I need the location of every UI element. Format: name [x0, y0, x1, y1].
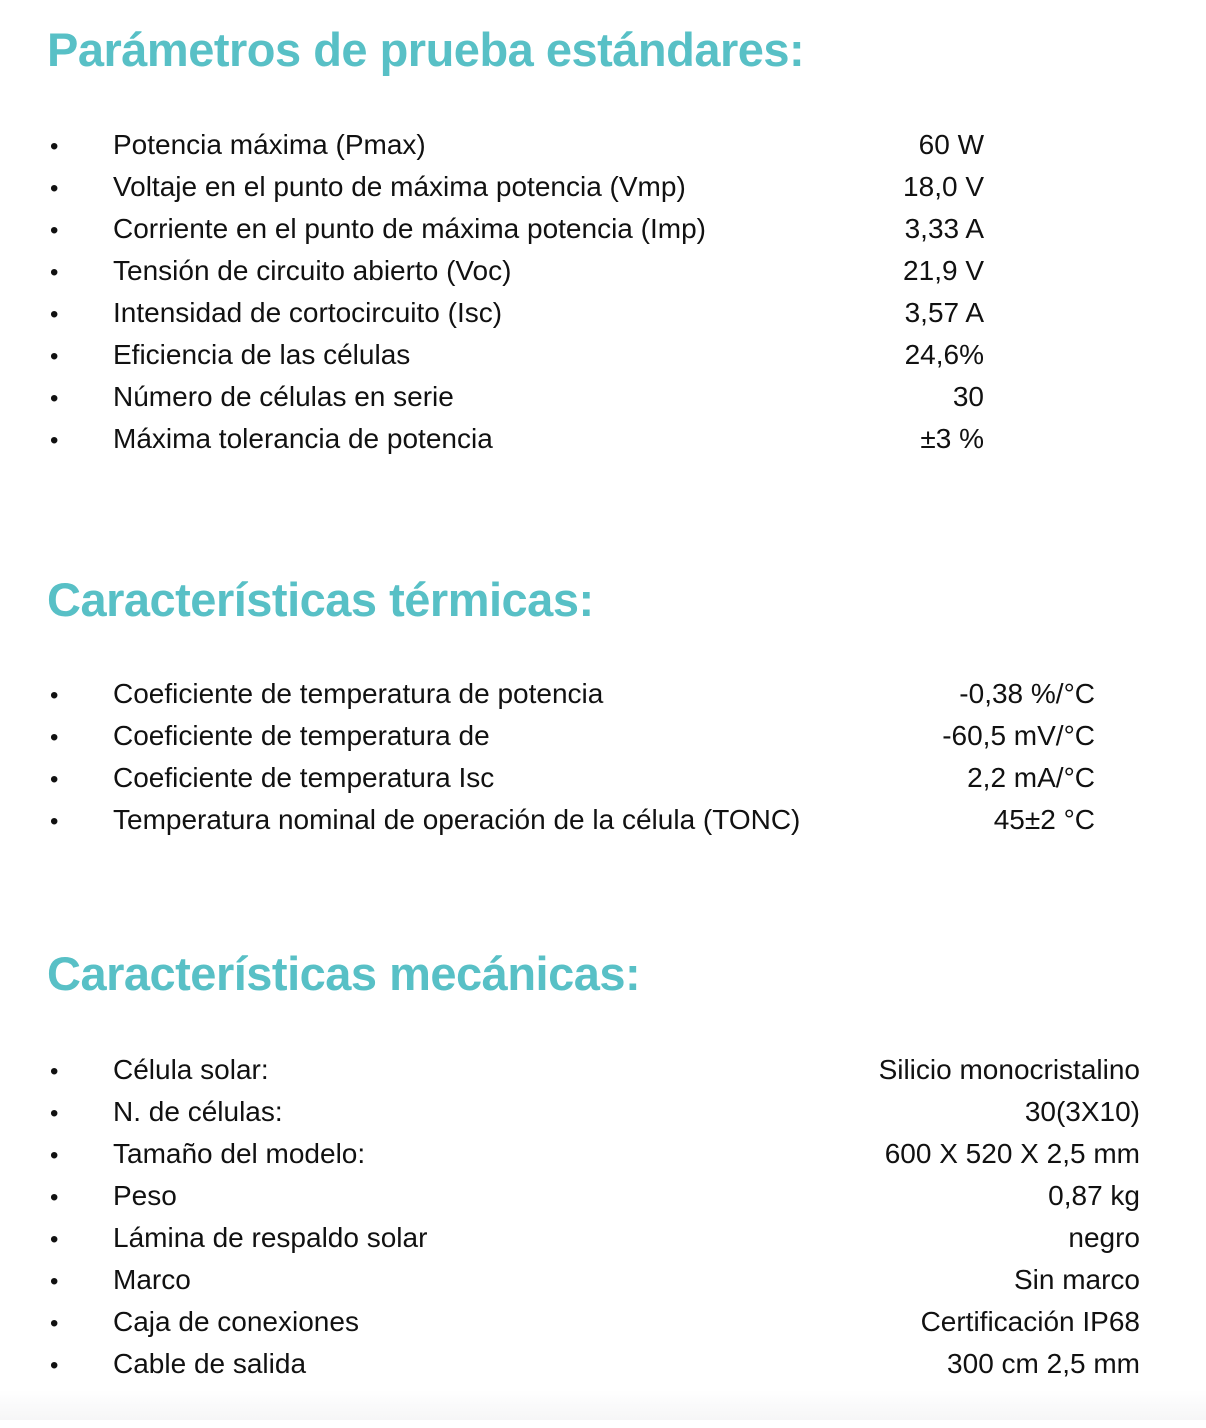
- bullet-icon: •: [50, 385, 59, 412]
- spec-label: Coeficiente de temperatura Isc: [113, 762, 495, 793]
- spec-list: [50, 674, 1095, 842]
- spec-value: 0,87 kg: [1048, 1180, 1140, 1211]
- bullet-icon: •: [50, 133, 59, 160]
- spec-row: [50, 1092, 1140, 1134]
- spec-label: Célula solar:: [113, 1054, 269, 1085]
- bullet-icon: •: [50, 1142, 59, 1169]
- bullet-icon: •: [50, 1184, 59, 1211]
- spec-row: [50, 1344, 1140, 1386]
- bullet-icon: •: [50, 301, 59, 328]
- spec-label: Marco: [113, 1264, 191, 1295]
- spec-label: Corriente en el punto de máxima potencia (Imp): [113, 213, 706, 244]
- spec-row: [50, 419, 984, 461]
- spec-row: [50, 125, 984, 167]
- spec-value: 45±2 °C: [993, 804, 1095, 835]
- spec-label: Máxima tolerancia de potencia: [113, 423, 493, 454]
- spec-row: [50, 251, 984, 293]
- spec-value: ±3 %: [920, 423, 984, 454]
- bullet-icon: •: [50, 1058, 59, 1085]
- bullet-icon: •: [50, 682, 59, 709]
- spec-row: [50, 674, 1095, 716]
- bullet-icon: •: [50, 175, 59, 202]
- bullet-icon: •: [50, 217, 59, 244]
- spec-list: [50, 1050, 1140, 1428]
- spec-row: [50, 377, 984, 419]
- spec-value: 600 X 520 X 2,5 mm: [884, 1138, 1140, 1169]
- bullet-icon: •: [50, 1226, 59, 1253]
- spec-value: 3,57 A: [904, 297, 984, 328]
- spec-value: 300 cm 2,5 mm: [947, 1348, 1140, 1379]
- page-bottom-edge: [0, 1390, 1206, 1420]
- spec-row: [50, 335, 984, 377]
- spec-value: 3,33 A: [904, 213, 984, 244]
- bullet-icon: •: [50, 1352, 59, 1379]
- spec-row: [50, 1050, 1140, 1092]
- spec-label: Potencia máxima (Pmax): [113, 129, 426, 160]
- bullet-icon: •: [50, 1268, 59, 1295]
- bullet-icon: •: [50, 427, 59, 454]
- spec-value: Sin marco: [1013, 1264, 1140, 1295]
- spec-row: [50, 1134, 1140, 1176]
- bullet-icon: •: [50, 766, 59, 793]
- spec-value: negro: [1068, 1222, 1140, 1253]
- spec-value: 2,2 mA/°C: [967, 762, 1095, 793]
- spec-value: 21,9 V: [903, 255, 984, 286]
- section-title: Características mecánicas:: [47, 947, 641, 1000]
- spec-label: Tensión de circuito abierto (Voc): [113, 255, 512, 286]
- spec-row: [50, 167, 984, 209]
- spec-row: [50, 758, 1095, 800]
- spec-row: [50, 293, 984, 335]
- spec-label: Lámina de respaldo solar: [113, 1222, 428, 1253]
- spec-label: Peso: [113, 1180, 177, 1211]
- spec-label: Eficiencia de las células: [113, 339, 411, 370]
- spec-value: Certificación IP68: [920, 1306, 1140, 1337]
- spec-value: 60 W: [918, 129, 984, 160]
- bullet-icon: •: [50, 1310, 59, 1337]
- bullet-icon: •: [50, 259, 59, 286]
- spec-label: Tamaño del modelo:: [113, 1138, 366, 1169]
- spec-value: 18,0 V: [903, 171, 984, 202]
- spec-row: [50, 800, 1095, 842]
- spec-label: Voltaje en el punto de máxima potencia (Vmp): [113, 171, 686, 202]
- spec-row: [50, 1302, 1140, 1344]
- spec-label: Caja de conexiones: [113, 1306, 359, 1337]
- spec-row: [50, 1260, 1140, 1302]
- spec-label: Número de células en serie: [113, 381, 454, 412]
- spec-value: Silicio monocristalino: [878, 1054, 1140, 1085]
- spec-value: -0,38 %/°C: [959, 678, 1095, 709]
- bullet-icon: •: [50, 724, 59, 751]
- spec-label: Intensidad de cortocircuito (Isc): [113, 297, 503, 328]
- spec-row: [50, 209, 984, 251]
- spec-row: [50, 1176, 1140, 1218]
- spec-list: [50, 125, 984, 461]
- section-thermal-characteristics: [0, 572, 1206, 842]
- bullet-icon: •: [50, 1100, 59, 1127]
- spec-row: [50, 716, 1095, 758]
- bullet-icon: •: [50, 343, 59, 370]
- spec-row: [50, 1218, 1140, 1260]
- section-test-parameters: [0, 22, 1206, 461]
- spec-label: N. de células:: [113, 1096, 283, 1127]
- spec-value: 30(3X10): [1024, 1096, 1140, 1127]
- bullet-icon: •: [50, 808, 59, 835]
- section-mechanical-characteristics: [0, 946, 1206, 1428]
- section-title: Parámetros de prueba estándares:: [47, 23, 805, 76]
- spec-label: Coeficiente de temperatura de: [113, 720, 490, 751]
- spec-value: 24,6%: [904, 339, 984, 370]
- spec-value: 30: [952, 381, 984, 412]
- spec-label: Cable de salida: [113, 1348, 307, 1379]
- spec-value: -60,5 mV/°C: [942, 720, 1095, 751]
- spec-label: Coeficiente de temperatura de potencia: [113, 678, 604, 709]
- section-title: Características térmicas:: [47, 573, 594, 626]
- spec-label: Temperatura nominal de operación de la célula (TONC): [113, 804, 801, 835]
